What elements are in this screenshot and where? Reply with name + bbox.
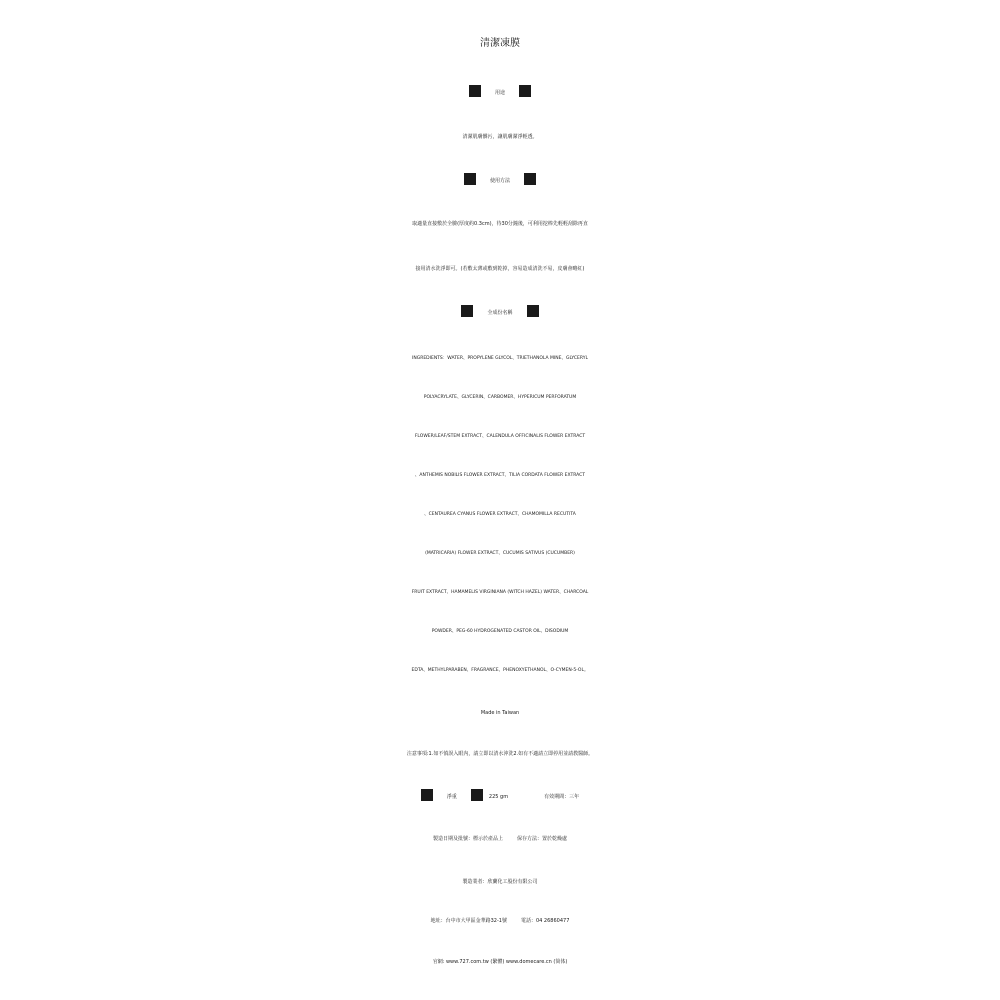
method-heading xyxy=(0,164,1000,198)
net-weight-value: 225 gm xyxy=(488,794,509,800)
square-bullet-icon xyxy=(469,85,481,97)
ingredients-line: FRUIT EXTRACT、HAMAMELIS VIRGINIANA (WITCH HAZEL) WATER、CHARCOAL xyxy=(411,590,589,595)
usage-heading xyxy=(0,76,1000,110)
spec-line xyxy=(0,780,1000,814)
square-bullet-icon xyxy=(527,305,539,317)
ingredients-line: 、CENTAUREA CYANUS FLOWER EXTRACT、CHAMOMILLA RECUTITA xyxy=(424,512,576,517)
dates-line xyxy=(0,822,1000,856)
square-bullet-icon xyxy=(524,173,536,185)
square-bullet-icon xyxy=(421,789,433,801)
square-bullet-icon xyxy=(519,85,531,97)
phone: 電話：04 26860477 xyxy=(520,918,570,924)
manufacture-date: 製造日期及批號：標示於產品上 xyxy=(432,836,503,842)
usage-text: 清潔肌膚髒污，讓肌膚潔淨輕透。 xyxy=(462,134,538,140)
product-title: 清潔凍膜 xyxy=(480,38,520,49)
usage-heading-label: 用途 xyxy=(494,90,505,96)
ingredients-line: FLOWER/LEAF/STEM EXTRACT、CALENDULA OFFICINALIS FLOWER EXTRACT xyxy=(414,434,586,439)
ingredients-line: (MATRICARIA) FLOWER EXTRACT、CUCUMIS SATIVUS (CUCUMBER) xyxy=(425,551,575,556)
shelf-life: 有效期間：三年 xyxy=(544,794,580,800)
ingredients-line: INGREDIENTS：WATER、PROPYLENE GLYCOL、TRIETHANOLA MINE、GLYCERYL xyxy=(412,356,588,361)
square-bullet-icon xyxy=(461,305,473,317)
ingredients-line: EDTA、METHYLPARABEN、FRAGRANCE、PHENOXYETHANOL、O-CYMEN-5-OL。 xyxy=(411,668,589,673)
address: 地址：台中市大甲區金華路32-1號 xyxy=(430,918,507,924)
method-heading-label: 使用方法 xyxy=(489,178,510,184)
square-bullet-icon xyxy=(464,173,476,185)
ingredients-heading xyxy=(0,296,1000,330)
ingredients-line: POLYACRYLATE、GLYCERIN、CARBOMER、HYPERICUM PERFORATUM xyxy=(423,395,577,400)
storage-method: 保存方法：置於乾燥處 xyxy=(517,836,568,842)
ingredients-heading-label: 全成份名稱 xyxy=(487,310,513,316)
ingredients-line: 、ANTHEMIS NOBILIS FLOWER EXTRACT、TILIA CORDATA FLOWER EXTRACT xyxy=(414,473,586,478)
ingredients-line: POWDER、PEG-60 HYDROGENATED CASTOR OIL、DISODIUM xyxy=(431,629,569,634)
square-bullet-icon xyxy=(471,789,483,801)
method-line: 接用清水洗淨即可。(若敷太薄或敷到乾掉，容易造成清洗不易，皮膚會略紅) xyxy=(415,266,585,272)
manufacturer: 製造業者：欣蘭化工股份有限公司 xyxy=(462,879,538,885)
net-weight-label: 淨重 xyxy=(446,794,457,800)
method-line: 取適量直接敷於全臉(厚度約0.3cm)，待30分鐘後，可利用挖棒先輕輕刮除再直 xyxy=(412,221,588,227)
contact-line xyxy=(0,904,1000,938)
websites: 官網: www.727.com.tw (繁體) www.domecare.cn (简体) xyxy=(432,959,568,965)
caution-text: 注意事項:1.如不慎誤入眼內，請立即以清水沖洗2.如有不適請立即停用並請教醫師。 xyxy=(406,751,594,757)
origin-text: Made in Taiwan xyxy=(480,710,520,716)
